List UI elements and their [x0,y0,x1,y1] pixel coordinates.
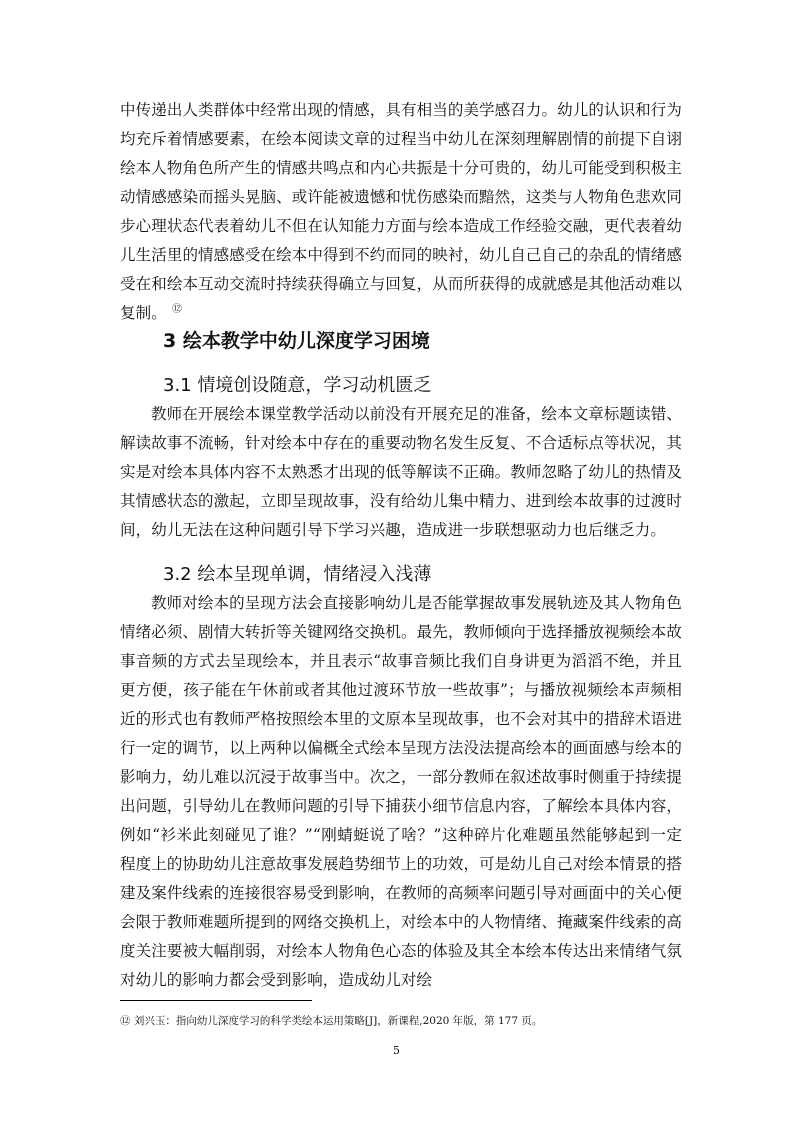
section-3-heading: 3 绘本教学中幼儿深度学习困境 [163,330,430,352]
footnote [120,1013,700,1029]
intro-text: 中传递出人类群体中经常出现的情感，具有相当的美学感召力。幼儿的认识和行为均充斥着情感要素，在绘本阅读文章的过程当中幼儿在深刻理解剧情的前提下自诩绘本人物角色所产生的情感共鸣点和内心共振是十分可贵的，幼儿可能受到积极主动情感感染而摇头晃脑、或许能被遗憾和忧伤感染而黯然，这类与人物角色悲欢同步心理状态代表着幼儿不但在认知能力方面与绘本造成工作经验交融，更代表着幼儿生活里的情感感受在绘本中得到不约而同的映衬，幼儿自己自己的杂乱的情绪感受在和绘本互动交流时持续获得确立与回复，从而所获得的成就感是其他活动难以复制。 [120,101,682,322]
footnote-mark: ⑫ [120,1015,131,1027]
footnote-text: 刘兴玉：指向幼儿深度学习的科学类绘本运用策略[J]，新课程,2020 年版，第 177 页。 [133,1015,543,1027]
page-number: 5 [393,1044,400,1057]
section-3-2-heading: 3.2 绘本呈现单调，情绪浸入浅薄 [163,564,432,585]
section-3-2-paragraph: 教师对绘本的呈现方法会直接影响幼儿是否能掌握故事发展轨迹及其人物角色情绪必须、剧情大转折等关键网络交换机。最先，教师倾向于选择播放视频绘本故事音频的方式去呈现绘本，并且表示“故事音频比我们自身讲更为滔滔不绝，并且更方便，孩子能在午休前或者其他过渡环节放一些故事”；与播放视频绘本声频相近的形式也有教师严格按照绘本里的文原本呈现故事，也不会对其中的措辞术语进行一定的调节，以上两种以偏概全式绘本呈现方法没法提高绘本的画面感与绘本的影响力，幼儿难以沉浸于故事当中。次之，一部分教师在叙述故事时侧重于持续提出问题，引导幼儿在教师问题的引导下捕获小细节信息内容，了解绘本具体内容，例如“衫米此刻碰见了谁？”“刚蜻蜓说了啥？”这种碎片化难题虽然能够起到一定程度上的协助幼儿注意故事发展趋势细节上的功效，可是幼儿自己对绘本情景的搭建及案件线索的连接很容易受到影响，在教师的高频率问题引导对画面中的关心便会限于教师难题所提到的网络交换机上，对绘本中的人物情绪、掩藏案件线索的高度关注要被大幅削弱，对绘本人物角色心态的体验及其全本绘本传达出来情绪气氛对幼儿的影响力都会受到影响，造成幼儿对绘 [120,594,682,989]
section-3-1-paragraph: 教师在开展绘本课堂教学活动以前没有开展充足的准备，绘本文章标题读错、解读故事不流畅，针对绘本中存在的重要动物名发生反复、不合适标点等状况，其实是对绘本具体内容不太熟悉才出现的低等解读不正确。教师忽略了幼儿的热情及其情感状态的激起，立即呈现故事，没有给幼儿集中精力、进到绘本故事的过渡时间，幼儿无法在这种问题引导下学习兴趣，造成进一步联想驱动力也后继乏力。 [120,405,682,539]
footnote-divider [120,1000,312,1001]
section-3-1-heading: 3.1 情境创设随意，学习动机匮乏 [163,375,432,396]
intro-paragraph [120,96,682,328]
footnote-reference: ⑫ [171,303,182,315]
